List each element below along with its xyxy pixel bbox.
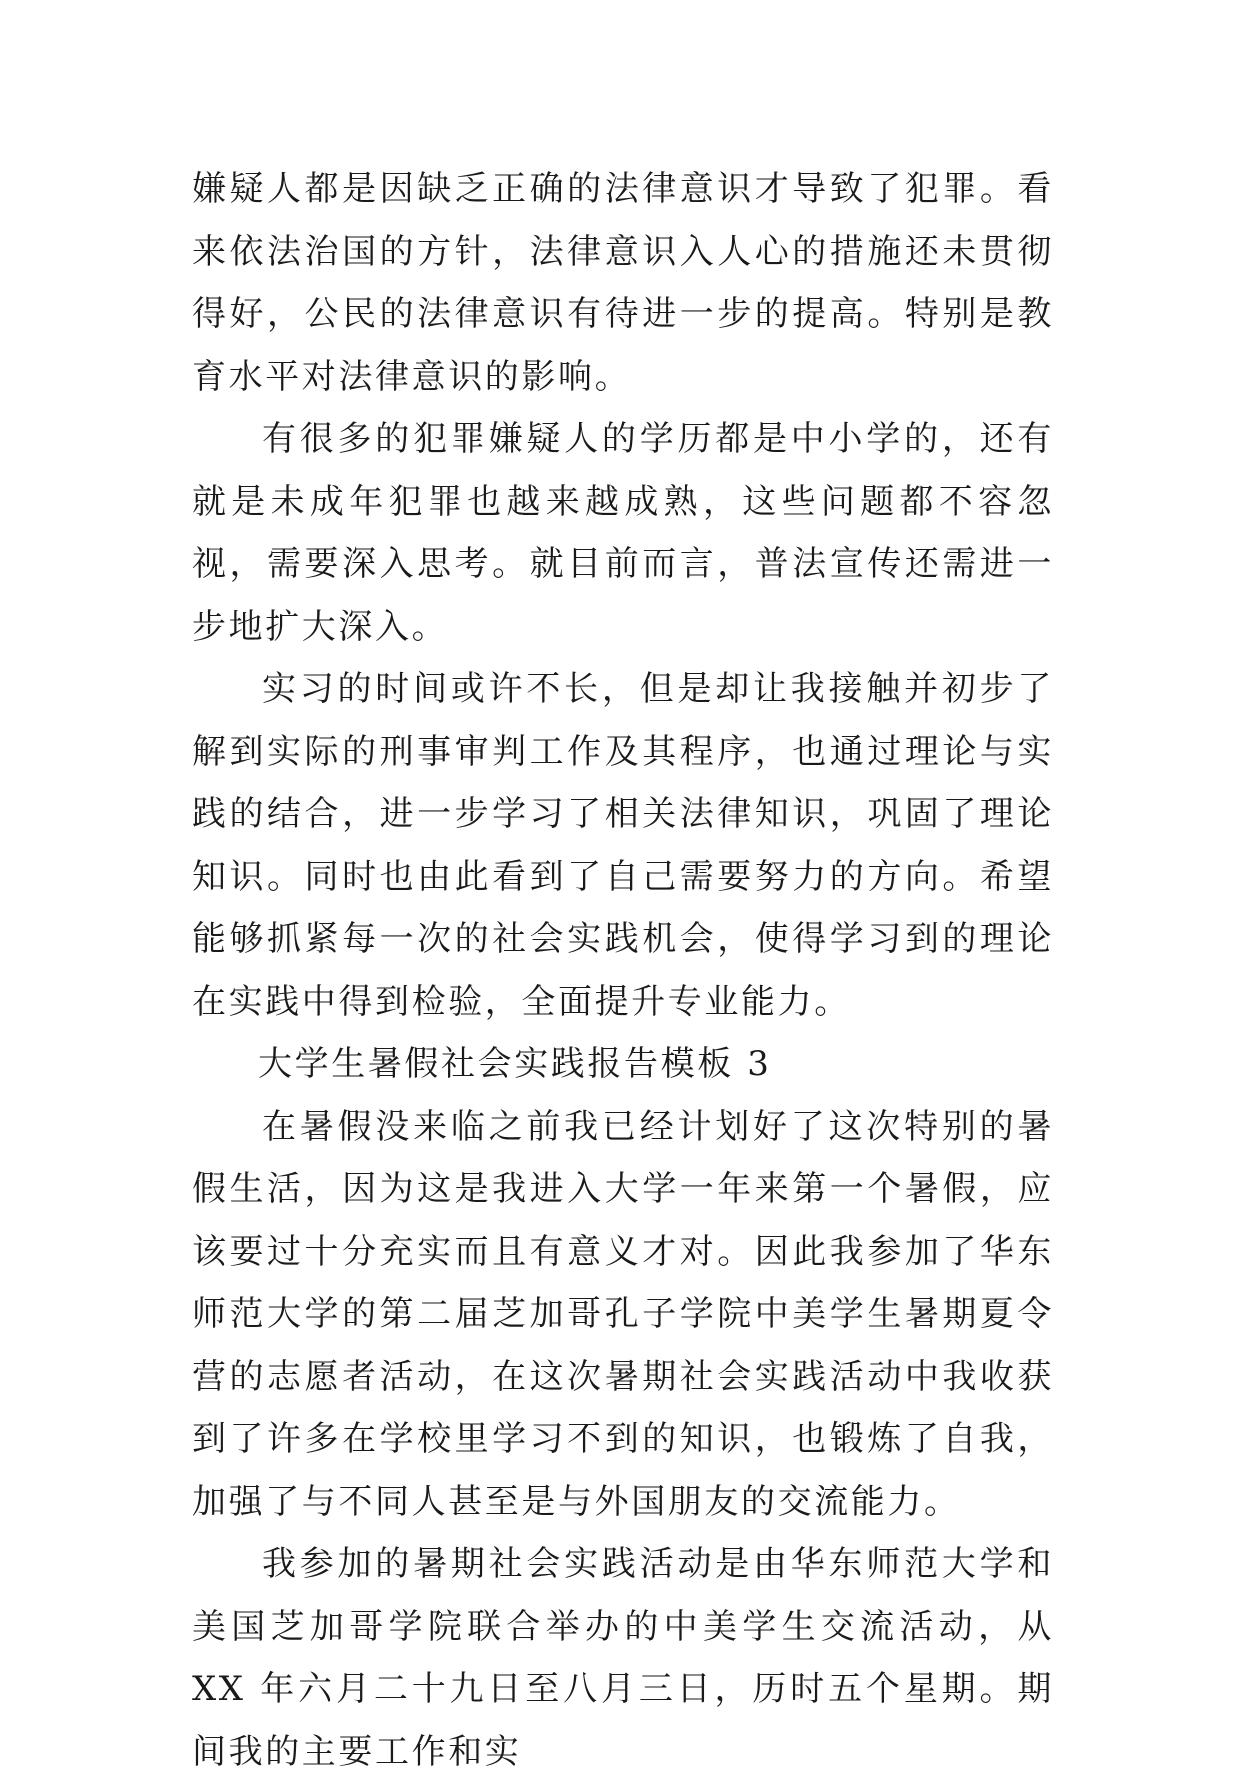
paragraph-continued: 嫌疑人都是因缺乏正确的法律意识才导致了犯罪。看来依法治国的方针，法律意识入人心的措施还未贯彻得好，公民的法律意识有待进一步的提高。特别是教育水平对法律意识的影响。 xyxy=(192,169,1054,397)
paragraph: 实习的时间或许不长，但是却让我接触并初步了解到实际的刑事审判工作及其程序，也通过理论与实践的结合，进一步学习了相关法律知识，巩固了理论知识。同时也由此看到了自己需要努力的方向。希望能够抓紧每一次的社会实践机会，使得学习到的理论在实践中得到检验，全面提升专业能力。 xyxy=(192,669,1054,1022)
paragraph: 在暑假没来临之前我已经计划好了这次特别的暑假生活，因为这是我进入大学一年来第一个暑假，应该要过十分充实而且有意义才对。因此我参加了华东师范大学的第二届芝加哥孔子学院中美学生暑期夏令营的志愿者活动，在这次暑期社会实践活动中我收获到了许多在学校里学习不到的知识，也锻炼了自我，加强了与不同人甚至是与外国朋友的交流能力。 xyxy=(192,1106,1054,1522)
paragraph: 有很多的犯罪嫌疑人的学历都是中小学的，还有就是未成年犯罪也越来越成熟，这些问题都不容忽视，需要深入思考。就目前而言，普法宣传还需进一步地扩大深入。 xyxy=(192,419,1054,647)
document-body xyxy=(192,158,1054,1783)
paragraph: 我参加的暑期社会实践活动是由华东师范大学和美国芝加哥学院联合举办的中美学生交流活动，从 XX 年六月二十九日至八月三日，历时五个星期。期间我的主要工作和实 xyxy=(192,1544,1054,1772)
section-heading: 大学生暑假社会实践报告模板 3 xyxy=(258,1044,772,1084)
